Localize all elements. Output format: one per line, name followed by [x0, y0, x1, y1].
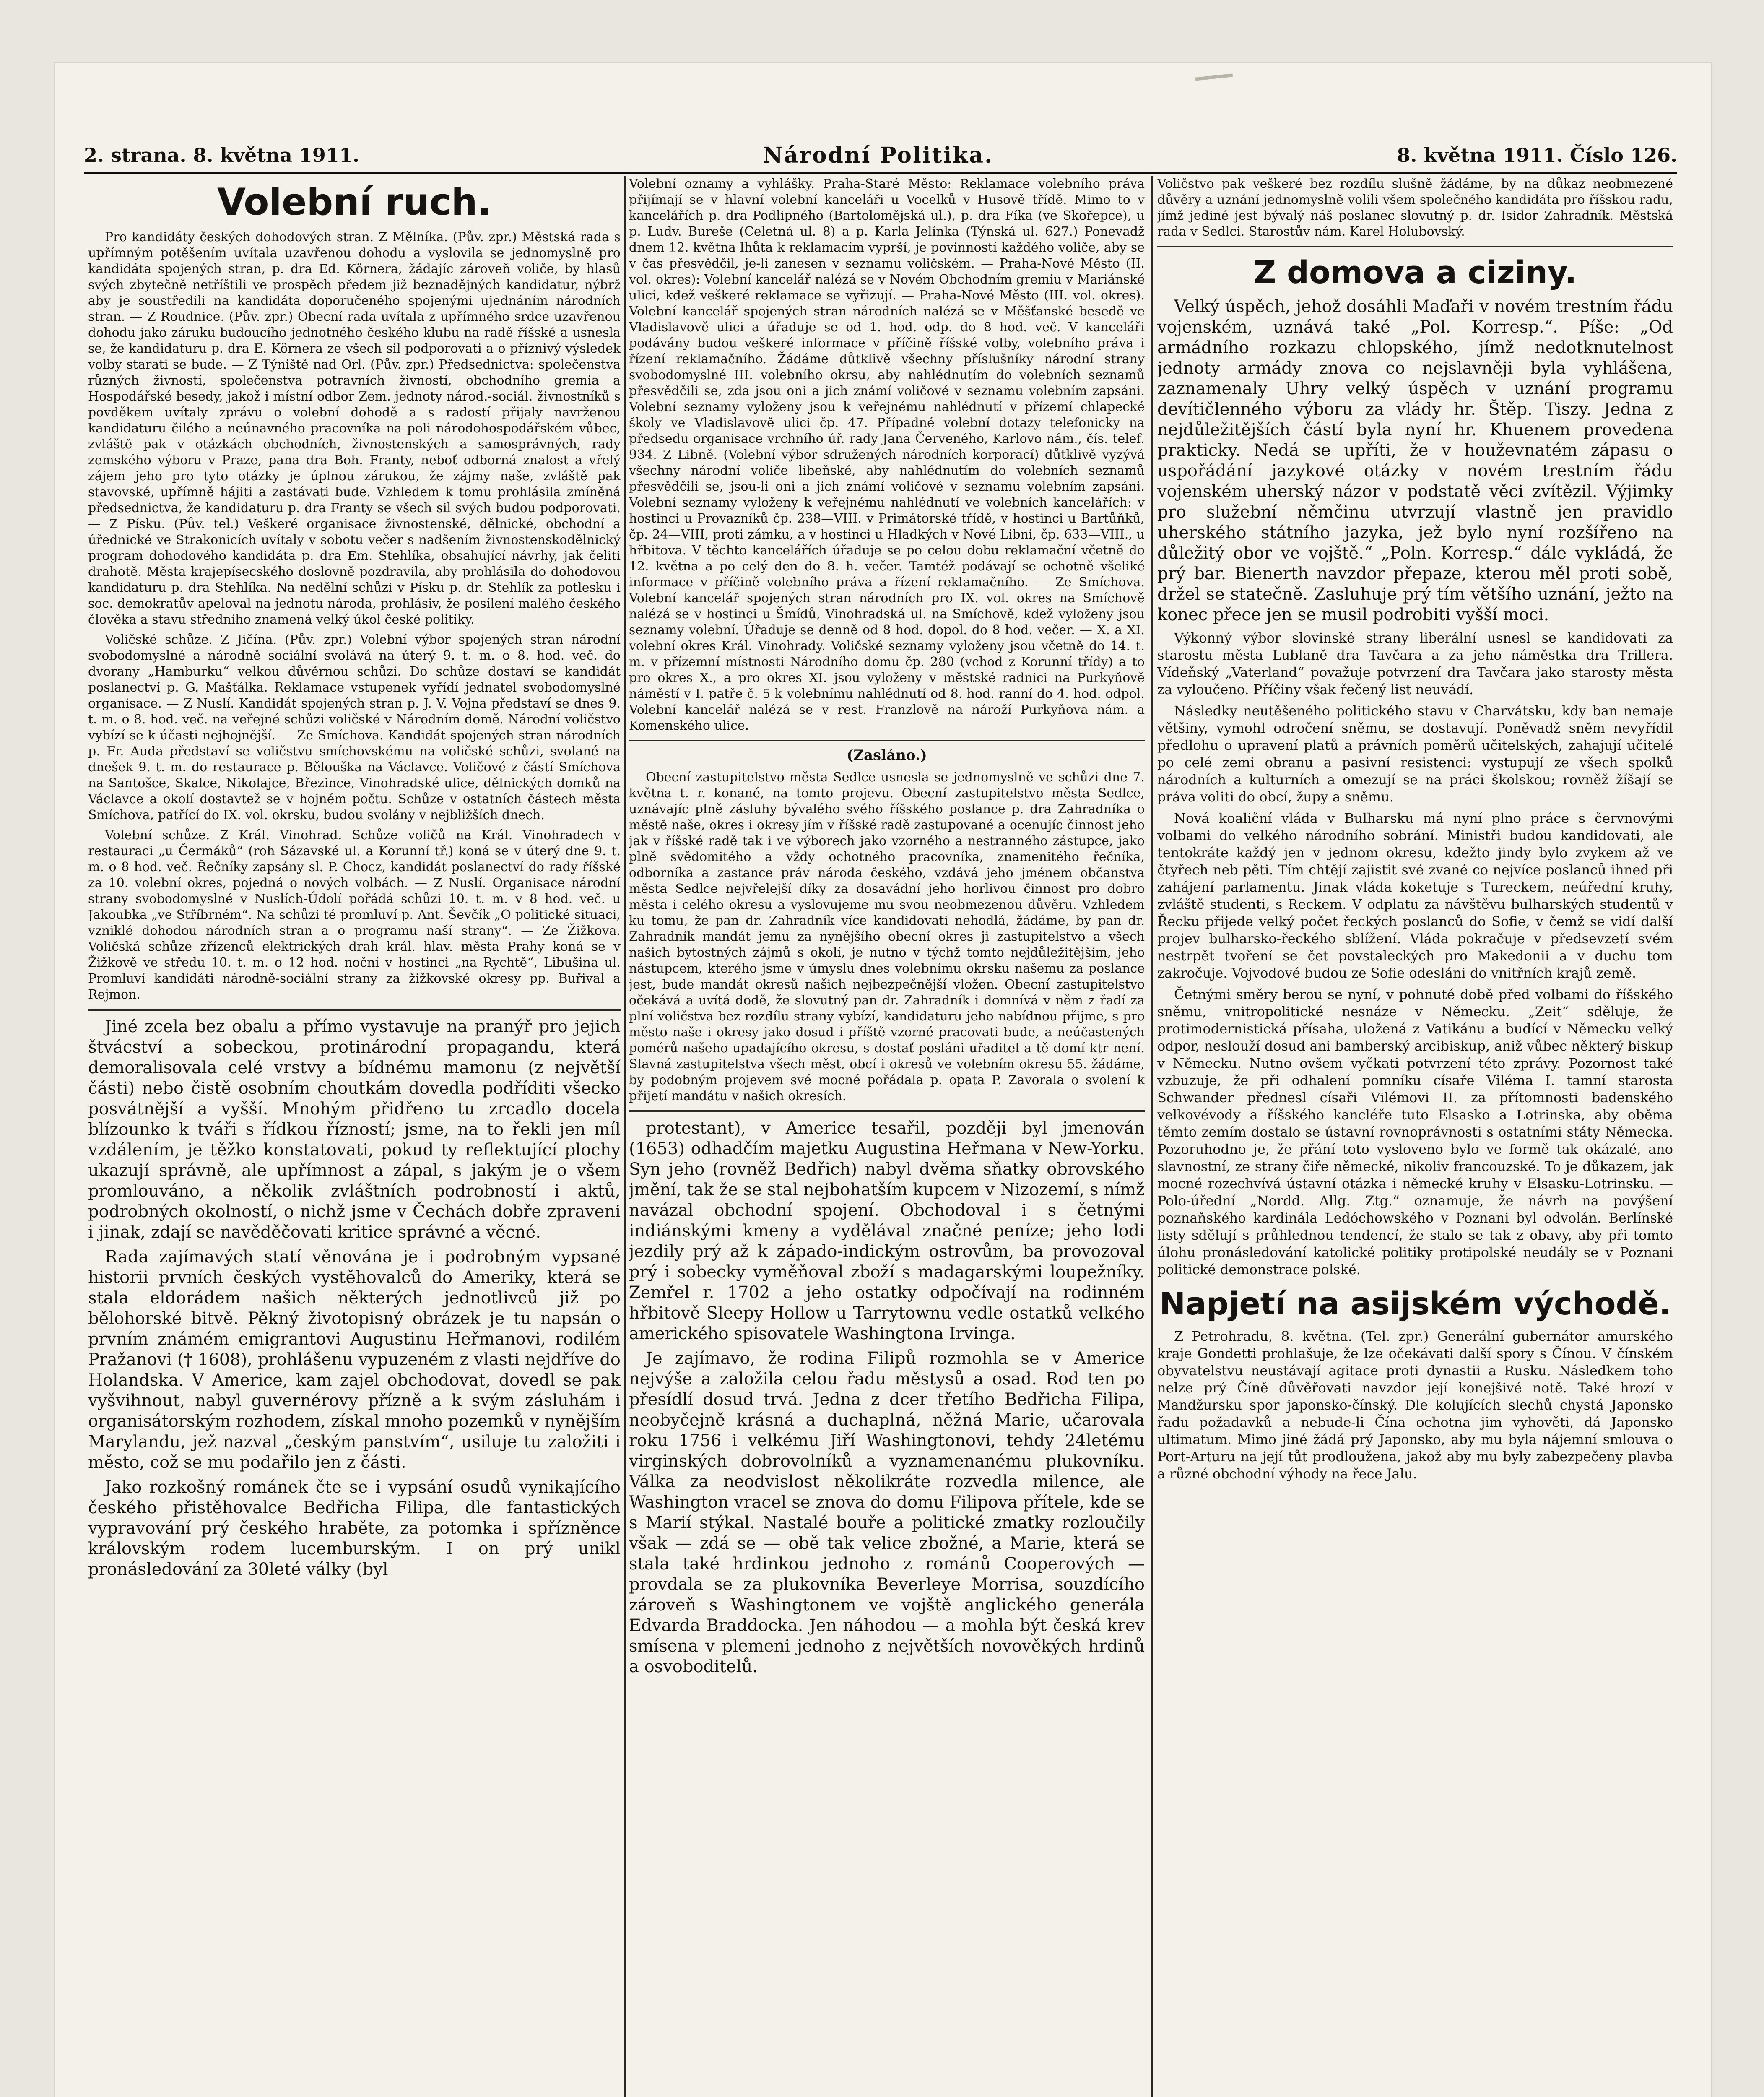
- column-rule-2: [1151, 176, 1153, 2097]
- article-paragraph: protestant), v Americe tesařil, později byl jmenován (1653) odhadčím majetku Augustina Heřmana v New-Yorku. Syn jeho (rovněž Bedřich) nabyl dvěma sňatky obrovského jmění, tak že se stal nejbohatším kupcem v Nizozemí, s nímž navázal obchodní spojení. Obchodoval i s četnými indiánskými kmeny a vydělával značné peníze; jeho lodi jezdily prý až k západo-indickým ostrovům, ba provozoval prý i sobecky vyměňoval zboží s madagarskými loupežníky. Zemřel r. 1702 a jeho ostatky odpočívají na rodinném hřbitově Sleepy Hollow u Tarrytownu vedle ostatků velkého amerického spisovatele Washingtona Irvinga.: [629, 1119, 1145, 1343]
- masthead: Národní Politika.: [763, 142, 994, 168]
- article-paragraph: Jako rozkošný románek čte se i vypsání osudů vynikajícího českého přistěhovalce Bedřicha Filipa, dle fantastických vypravování prý českého hraběte, za potomka i spřízněnce královským rodem lucemburským. I on prý unikl pronásledování za 30leté války (byl: [88, 1478, 621, 1579]
- column-1: [88, 176, 621, 2097]
- article-paragraph: Volební oznamy a vyhlášky. Praha-Staré Město: Reklamace volebního práva přijímají se v hlavní volební kanceláři u Vocelků v Husově třídě. Mimo to v kancelářích p. dra Podlipného (Bartolomějská ul.), p. dra Fíka (ve Skořepce), u p. Ludv. Bureše (Celetná ul. 8) a p. Karla Jelínka (Týnská ul. 627.) Ponevadž dnem 12. května lhůta k reklamacím vyprší, je povinností každého voliče, aby se v čas přesvědčil, je-li zanesen v seznamu voličském. — Praha-Nové Město (II. vol. okres): Volební kancelář nalézá se v Novém Obchodním gremiu v Mariánské ulici, kdež veškeré reklamace se vyřizují. — Praha-Nové Město (III. vol. okres). Volební kancelář spojených stran národních nalézá se v Měšťanské besedě ve Vladislavově ulici a úřaduje se od 1. hod. odp. do 8 hod. več. V kanceláři podávány budou veškeré informace v příčině říšské volby, volebního práva i řízení reklamačního. Žádáme důtklivě všechny příslušníky národní strany svobodomyslné III. volebního okrsu, aby nahlédnutím do volebních seznamů přesvědčili se, zda jsou oni a jich známí voličové v seznamu volebním zapsáni. Volební seznamy vyloženy jsou k veřejnému nahlédnutí v přízemí chlapecké školy ve Vladislavově ulici čp. 47. Případné volební dotazy telefonicky na předsedu organisace vrchního úř. rady Jana Červeného, Karlovo nám., čís. telef. 934. Z Libně. (Volební výbor sdružených národních korporací) důtklivě vyzývá všechny národní voliče libeňské, aby nahlédnutím do volebních seznamů přesvědčili se, jsou-li oni a jich známí voličové v seznamu volebním zapsáni. Volební seznamy vyloženy k veřejnému nahlédnutí ve volebních kancelářích: v hostinci u Provazníků čp. 238—VIII. v Primátorské třídě, v hostinci u Bartůňků, čp. 24—VIII, proti zámku, a v hostinci u Hladkých v Nové Libni, čp. 633—VIII., u hřbitova. V těchto kancelářích úřaduje se po celou dobu reklamační včetně do 12. května a po celý den do 8. h. večer. Tamtéž podávají se ochotně všeliké informace v příčině volebního práva a řízení reklamačního. — Ze Smíchova. Volební kancelář spojených stran národních pro IX. vol. okres na Smíchově nalézá se v hostinci u Šmídů, Vinohradská ul. na Smíchově, kdež vyloženy jsou seznamy volební. Úřaduje se denně od 8 hod. dopol. do 8 hod. večer. — X. a XI. volební okres Král. Vinohrady. Voličské seznamy vyloženy jsou včetně do 14. t. m. v přízemní místnosti Národního domu čp. 280 (vchod z Korunní třídy) a to pro okres X., a pro okres XI. jsou vyloženy v městské radnici na Purkyňově náměstí v I. patře č. 5 k volebnímu nahlédnutí od 8. hod. ranní do 4. hod. odpol. Volební kancelář nalézá se v rest. Franzlově na nároží Purkyňova nám. a Komenského ulice.: [629, 177, 1145, 733]
- section-divider: [629, 1110, 1145, 1112]
- article-paragraph: Nová koaliční vláda v Bulharsku má nyní plno práce s červnovými volbami do velkého národního sobrání. Ministři budou kandidovati, ale tentokráte každý jen v jednom okresu, kdežto jindy bylo zvykem až ve čtyřech neb pěti. Tím chtějí zajistit své zvané co nejvíce poslanců ihned při zahájení parlamentu. Jinak vláda koketuje s Tureckem, neúřední kruhy, zvláště studenti, s Reckem. V odplatu za návštěvu bulharských studentů v Řecku přijede velký počet řeckých poslanců do Sofie, v čemž se vidí další projev bulharsko-řeckého sblížení. Vláda pokračuje v předsevzetí svém nestrpět tvoření se čet povstaleckých pro Makedonii a v duchu tom zakročuje. Vojvodové budou ze Sofie odesláni do vnitřních krajů země.: [1157, 810, 1673, 981]
- article-paragraph: Voličské schůze. Z Jičína. (Pův. zpr.) Volební výbor spojených stran národní svobodomyslné a národně sociální svolává na úterý 9. t. m. o 8. hod. več. do dvorany „Hamburku“ velkou důvěrnou schůzi. Do schůze dostaví se kandidát poslanectví p. G. Mašťálka. Reklamace vstupenek vyřídí jednatel svobodomyslné organisace. — Z Nuslí. Kandidát spojených stran p. J. V. Vojna představí se dnes 9. t. m. o 8. hod. več. na veřejné schůzi voličské v Národním domě. Národní voličstvo vybízí se k účasti nejhojnější. — Ze Smíchova. Kandidát spojených stran národních p. Fr. Auda představí se voličstvu smíchovskému na voličské schůzi, svolané na dnešek 9. t. m. do restaurace p. Bělouška na Václavce. Voličové z částí Smíchova na Santošce, Skalce, Nikolajce, Březince, Vinohradské ulice, dělnických domků na Václavce a okolí dostavtež se v hojném počtu. Schůze v ostatních částech města Smíchova, patřící do IX. vol. okrsku, budou svolány v nejbližších dnech.: [88, 632, 621, 822]
- header-date-right: 8. května 1911. Číslo 126.: [1397, 144, 1677, 167]
- article-paragraph: Volební schůze. Z Král. Vinohrad. Schůze voličů na Král. Vinohradech v restauraci „u Čermáků“ (roh Sázavské ul. a Korunní tř.) koná se v úterý dne 9. t. m. o 8 hod. več. Řečníky zapsány sl. P. Chocz, kandidát poslanectví do rady říšské za 10. volební okres, pojedná o nových volbách. — Z Nuslí. Organisace národní strany svobodomyslné v Nuslích-Údolí pořádá schůzi 10. t. m. v 8 hod. več. u Jakoubka „ve Stříbrném“. Na schůzi té promluví p. Ant. Ševčík „O politické situaci, vzniklé dohodou národních stran a o programu naší strany“. — Ze Žižkova. Voličská schůze zřízenců elektrických drah král. hlav. města Prahy koná se v Žižkově ve středu 10. t. m. o 12 hod. noční v hostinci „na Rychtě“, Libušina ul. Promluví kandidáti národně-sociální strany za žižkovské okresy pp. Buřival a Rejmon.: [88, 828, 621, 1002]
- article-paragraph: Obecní zastupitelstvo města Sedlce usnesla se jednomyslně ve schůzi dne 7. května t. r. konané, na tomto projevu. Obecní zastupitelstvo města Sedlce, uznávajíc plně zásluhy bývalého svého říšského poslance p. dra Zahradníka o městě naše, okres i okresy jím v říšské radě zastupované a ocenujíc činnost jeho jak v říšské radě tak i ve výborech jako vzorného a nestranného zástupce, jako plně svědomitého a vždy ochotného pracovníka, znamenitého řečníka, odborníka a zastance práv národa českého, vzdává jeho jménem občanstva města Sedlce nejvřelejší díky za dosavádní jeho horlivou činnost pro dobro města i celého okresu a vyslovujeme mu svou neobmezenou důvěru. Vzhledem ku tomu, že pan dr. Zahradník více kandidovati nehodlá, žádáme, by pan dr. Zahradník mandát jemu za nynějšího obecní okres ji zastupitelstvo a všech našich bytostných zájmů s okolí, je nutno v týchž tomto nejdůležitějším, jeho nástupcem, kterého jsme v úmyslu dnes volebnímu okrsku našemu za poslance jest, bude mandát okresů našich nejbezpečnější vložen. Obecní zastupitelstvo očekává a uvítá dodě, že slovutný pan dr. Zahradník i domnívá v něm z řadí za plní voličstva bez rozdílu strany vybízí, kandidaturu jeho nabídnou přijme, s pro město naše i okresy jako dosud i příště vzorné pracovati bude, a neúčastených pomérů našeho upadajícího okresu, s dostať posláni uřaditel a tě domí ktr není. Slavná zastupitelstva všech měst, obcí i okresů ve volebním okresu 55. žádáme, by podobným projevem své mocné pořádala p. opata P. Zavorala o svolení k přijetí mandátu v našich okresích.: [629, 770, 1145, 1103]
- zaslano-heading: (Zasláno.): [847, 747, 927, 764]
- header-rule: [84, 172, 1677, 174]
- article-title-z-domova: Z domova a ciziny.: [1253, 255, 1577, 291]
- article-title-volebni-ruch: Volební ruch.: [217, 180, 492, 224]
- column-2: [629, 176, 1145, 2097]
- article-paragraph: Následky neutěšeného politického stavu v Charvátsku, kdy ban nemaje většiny, vymohl odročení sněmu, se dostavují. Poněvadž sněm nevyřídil předlohu o upravení platů a právních poměrů učitelských, zahajují učitelé po celé zemi obranu a pasivní resistenci: vystupují ze všech spolků národních a kulturních a omezují se na práci školskou; rovněž žíšají se práva voliti do obcí, župy a sněmu.: [1157, 703, 1673, 805]
- article-paragraph: Četnými směry berou se nyní, v pohnuté době před volbami do říšského sněmu, vnitropolitické nesnáze v Německu. „Zeit“ sděluje, že protimodernistická přísaha, uložená z Vatikánu a budící v Německu velký odpor, neslouží dosud ani bamberský arcibiskup, aniž vůbec některý biskup v Německu. Nutno ovšem vyčkati potvrzení této zprávy. Pozornost také vzbuzuje, že při odhalení pomníku císaře Viléma I. tamní starosta Schwander přednesl císaři Vilémovi II. za přítomnosti badenského velkovévody a říšského kancléře tuto Elsasko a Lotrinska, aby oběma těmto zemím dostalo se ústavní rovnoprávnosti s ostatními státy Německa. Pozoruhodno je, že přání toto vysloveno bylo ve formě tak okázalé, ano slavnostní, ze strany čiře německé, nikoliv francouzské. To je důkazem, jak mocné rozechvívá ústavní otázka i německé kruhy v Elsasku-Lotrinsku. — Polo-úřední „Nordd. Allg. Ztg.“ oznamuje, že návrh na povýšení poznaňského kardinála Ledóchowského v Poznani byl odvolán. Berlínské listy sdělují s průhlednou tendencí, že stalo se tak z obavy, aby při tomto úlohu pronásledování katolické politiky protipolské neudály se v Poznani politické demonstrace polské.: [1157, 986, 1673, 1277]
- article-paragraph: Je zajímavo, že rodina Filipů rozmohla se v Americe nejvýše a založila celou řadu městysů a osad. Rod ten po přesídlí dosud trvá. Jedna z dcer třetího Bedřicha Filipa, neobyčejně krásná a duchaplná, něžná Marie, učarovala roku 1756 i velkému Jiří Washingtonovi, tehdy 24letému virginských dobrovolníků a vyznamenanému plukovníku. Válka za neodvislost několikráte rozvedla milence, ale Washington vracel se znova do domu Filipova přítele, kde se s Marií stýkal. Nastalé bouře a politické zmatky rozloučily však — zdá se — obě tak velice zbožné, a Marie, která se stala také hrdinkou jednoho z románů Cooperových — provdala se za plukovníka Beverleye Morrisa, souzdícího zároveň s Washingtonem ve vojště anglického generála Edvarda Braddocka. Jen náhodou — a mohla být česká krev smísena v plemeni jednoho z největších novověkých hrdinů a osvoboditelů.: [629, 1349, 1145, 1676]
- column-rule-1: [624, 176, 626, 2097]
- article-paragraph: Voličstvo pak veškeré bez rozdílu slušně žádáme, by na důkaz neobmezené důvěry a uznání jednomyslně volili všem společného kandidáta pro říšskou radu, jímž jediné jest bývalý náš poslanec slovutný p. dr. Isidor Zahradník. Městská rada v Sedlci. Starostův nám. Karel Holubovský.: [1157, 177, 1673, 239]
- column-3: [1157, 176, 1673, 2097]
- section-divider: [629, 740, 1145, 741]
- article-paragraph: Jiné zcela bez obalu a přímo vystavuje na pranýř pro jejich štvácství a sobeckou, protinárodní propagandu, která demoralisovala celé vrstvy a bídnému mamonu (z největší části) nebo čistě osobním choutkám dovedla podříditi všecko posvátnější a vyšší. Mnohým přidřeno tu zrcadlo docela blízounko k tváři s řídkou řízností; jsme, na to řekli jen míl vzdálením, je těžko konstatovati, pokud ty reflektující plochy ukazují správně, ale upřímnost a zápal, s jakým je o všem promlouváno, a několik zvláštních podrobností i aktů, podrobných okolností, o nichž jsme v Čechách dobře zpraveni i jinak, zdají se navěděčovati kritice správné a věcné.: [88, 1017, 621, 1242]
- section-divider: [1157, 246, 1673, 247]
- article-paragraph: Velký úspěch, jehož dosáhli Maďaři v novém trestním řádu vojenském, uznává také „Pol. Korresp.“. Píše: „Od armádního rozkazu chlopského, jímž nedotknutelnost jednoty armády znova co nejslavněji byla vyhlášena, zaznamenaly Uhry velký úspěch v uznání programu devítičlenného výboru za vlády hr. Štěp. Tiszy. Jedna z nejdůležitějších částí byla nyní hr. Khuenem provedena prakticky. Nedá se upříti, že v houževnatém zápasu o uspořádání jazykové otázky v novém trestním řádu vojenském uherský názor v podstatě věci zvítězil. Výjimky pro služební němčinu utvrzují vlastně jen pravidlo uherského státního jazyka, jež bylo nyní rozšířeno na důležitý obor ve vojště.“ „Poln. Korresp.“ dále vykládá, že prý bar. Bienerth navzdor přepaze, kterou měl proti sobě, držel se statečně. Zasluhuje prý tím většího uznání, ježto na konec přece jen se musil podrobiti vyšší moci.: [1157, 297, 1673, 624]
- section-divider: [88, 1009, 621, 1011]
- article-paragraph: Rada zajímavých statí věnována je i podrobným vypsané historii prvních českých vystěhovalců do Ameriky, která se stala eldorádem našich některých jednotlivců již po bělohorské bitvě. Pěkný životopisný obrázek je tu napsán o prvním známém emigrantovi Augustinu Heřmanovi, rodilém Pražanovi († 1608), prohlášenu vypuzeném z vlasti nejdříve do Holandska. V Americe, kam zajel obchodovat, dovedl se pak vyšvihnout, nabyl guvernérovy přízně a k svým zásluhám i organisátorským rozhodem, získal mnoho pozemků v nynějším Marylandu, jež nazval „českým panstvím“, usiluje tu založiti i město, což se mu podařilo jen z části.: [88, 1247, 621, 1472]
- article-paragraph: Pro kandidáty českých dohodových stran. Z Mělníka. (Pův. zpr.) Městská rada s upřímným potěšením uvítala uzavřenou dohodu a vyslovila se jednomyslně pro kandidáta spojených stran, p. dra Ed. Körnera, žádajíc zároveň voliče, by hlasů svých zbytečně netříštili ve prospěch předem již beznadějných kandidatur, nýbrž aby je soustředili na kandidáta doporučeného spojenými ujednáním národních stran. — Z Roudnice. (Pův. zpr.) Obecní rada uvítala z upřímného srdce uzavřenou dohodu jako záruku budoucího jednotného českého klubu na radě říšské a usnesla se, že kandidaturu p. dra E. Körnera ze všech sil podporovati a o příznivý výsledek volby starati se bude. — Z Týniště nad Orl. (Pův. zpr.) Předsednictva: společenstva různých živností, společenstva potravních živností, obchodního gremia a Hospodářské besedy, jakož i místní odbor Zem. jednoty národ.-sociál. živnostníků s povděkem uvítaly zprávu o volební dohodě a s radostí přijaly navrženou kandidaturu čilého a neúnavného pracovníka na poli národohospodářském vůbec, zvláště pak v otázkách obchodních, živnostenských a samosprávných, rady zemského výboru v Praze, pana dra Boh. Franty, neboť odborná znalost a vřelý zájem jeho pro tyto otázky je úplnou zárukou, že zájmy naše, zvláště pak stavovské, upřímně hájiti a zastávati bude. Vzhledem k tomu prohlásila zmíněná předsednictva, že kandidaturu p. dra Franty se všech sil svých budou podporovati. — Z Písku. (Pův. tel.) Veškeré organisace živnostenské, dělnické, obchodní a úřednické ve Strakonicích uvítaly v sobotu večer s nadšením živnostenskodělnický program dohodového kandidáta p. dra Em. Stehlíka, obsahující návrhy, jak čeliti drahotě. Města krajepísecského doslovně pozdravila, aby prohlásila do dohodovou kandidaturu p. dra Stehlíka. Na nedělní schůzi v Písku p. dr. Stehlík za potlesku i soc. demokratův apeloval na jednotu národa, prohlásiv, že posílení malého českého člověka a stavu středního znamená velký úkol české politiky.: [88, 230, 621, 627]
- article-paragraph: Výkonný výbor slovinské strany liberální usnesl se kandidovati za starostu města Lublaně dra Tavčara a za jeho náměstka dra Trillera. Vídeňský „Vaterland“ považuje potvrzení dra Tavčara jako starosty města za vyloučeno. Příčiny však řečený list neuvádí.: [1157, 630, 1673, 697]
- page-header: [84, 138, 1677, 172]
- header-date-left: 2. strana. 8. května 1911.: [84, 144, 359, 167]
- article-title-napjeti: Napjetí na asijském východě.: [1159, 1286, 1671, 1322]
- article-paragraph: Z Petrohradu, 8. května. (Tel. zpr.) Generální gubernátor amurského kraje Gondetti prohlašuje, že lze očekávati další spory s Čínou. V čínském obyvatelstvu neustávají agitace proti dynastii a Rusku. Následkem toho nelze prý Číně důvěřovati navzdor její konejšivé notě. Také hrozí v Mandžursku spor japonsko-čínský. Dle kolujících slechů chystá Japonsko řadu požadavků a nebude-li Čína ochotna jim vyhověti, dá Japonsko ultimatum. Mimo jiné žádá prý Japonsko, aby mu byla nájemní smlouva o Port-Arturu na její tůt prodloužena, jakož aby mu byly zabezpečeny plavba a různé obchodní výhody na řece Jalu.: [1157, 1328, 1673, 1482]
